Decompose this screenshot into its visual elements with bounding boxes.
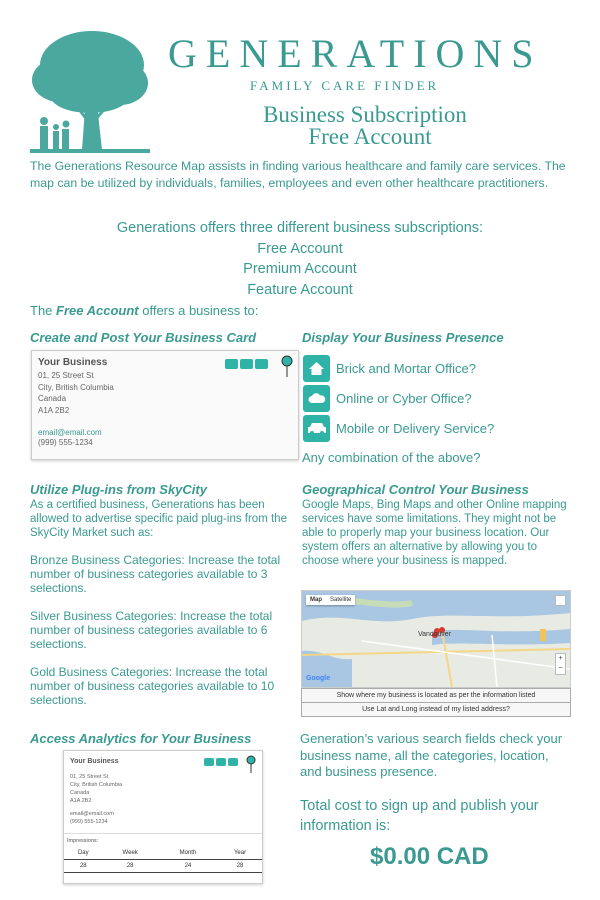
address-line: 01, 25 Street St	[70, 774, 109, 780]
table-cell: 24	[158, 860, 218, 873]
card-email: email@email.com	[38, 428, 102, 437]
presence-label: Mobile or Delivery Service?	[336, 420, 495, 436]
presence-label: Online or Cyber Office?	[336, 390, 472, 406]
presence-footer: Any combination of the above?	[302, 450, 481, 465]
brand-subtitle: FAMILY CARE FINDER	[250, 78, 440, 93]
card-business-name: Your Business	[70, 758, 119, 765]
subscriptions-list	[0, 218, 600, 300]
free-intro-suffix: offers a business to:	[138, 303, 259, 318]
page-title: Business Subscription	[263, 102, 467, 127]
card-phone: (999) 555-1234	[38, 438, 93, 447]
subscriptions-lead: Generations offers three different business subscriptions:	[116, 220, 484, 236]
page-subtitle: Free Account	[308, 124, 432, 149]
presence-list	[303, 353, 494, 443]
google-logo: Google	[306, 675, 331, 682]
analytics-card-body	[70, 758, 122, 826]
presence-option-mobile	[303, 413, 494, 443]
brand-name: GENERATIONS	[168, 31, 543, 76]
column-header: Week	[103, 847, 158, 860]
analytics-heading: Access Analytics for Your Business	[30, 731, 252, 746]
intro-paragraph: The Generations Resource Map assists in finding various healthcare and family care services. The map can be utilized by individuals, families, employees and even other healthcare practitioners.	[30, 159, 566, 190]
plugin-item-silver: Silver Business Categories: Increase the total number of business categories available to 6 selections.	[30, 609, 273, 651]
car-icon	[228, 758, 238, 766]
price: $0.00 CAD	[370, 843, 489, 870]
search-paragraph: Generation’s various search fields check your business name, all the categories, location, and business presence.	[300, 731, 563, 779]
table-cell: 28	[218, 860, 262, 873]
presence-option-online	[303, 383, 494, 413]
car-icon	[303, 415, 330, 442]
home-icon	[303, 355, 330, 382]
cloud-icon	[240, 359, 253, 369]
map-city-label: Vancouver	[418, 631, 451, 638]
analytics-card	[63, 750, 263, 884]
impressions-table	[64, 847, 262, 873]
card-presence-icons	[202, 758, 238, 776]
address-line: 01, 25 Street St	[38, 371, 94, 380]
table-cell: 28	[64, 860, 103, 873]
free-account-intro	[30, 303, 258, 318]
address-line: Canada	[38, 394, 67, 403]
cloud-icon	[216, 758, 226, 766]
plugins-body: As a certified business, Generations has been allowed to advertise specific paid plug-ins from the SkyCity Market such as:	[30, 499, 287, 539]
car-icon	[255, 359, 268, 369]
zoom-controls[interactable]: + −	[555, 653, 566, 675]
card-presence-icons	[223, 359, 268, 377]
card-address	[70, 773, 122, 805]
fullscreen-icon[interactable]	[555, 595, 566, 606]
home-icon	[204, 758, 214, 766]
tab-map[interactable]: Map	[310, 597, 322, 603]
map-type-tabs	[306, 595, 355, 605]
tab-satellite[interactable]: Satellite	[330, 597, 352, 603]
column-header: Day	[64, 847, 103, 860]
free-intro-emphasis: Free Account	[56, 303, 139, 318]
address-line: A1A 2B2	[70, 798, 92, 804]
column-header: Year	[218, 847, 262, 860]
column-header: Month	[158, 847, 218, 860]
map-canvas	[302, 591, 570, 687]
card-phone: (999) 555-1234	[70, 819, 108, 825]
impressions-label: Impressions:	[67, 838, 99, 844]
free-intro-prefix: The	[30, 303, 57, 318]
use-lat-long-button[interactable]: Use Lat and Long instead of my listed address?	[301, 702, 571, 717]
business-card-preview	[31, 350, 299, 460]
plugin-item-gold: Gold Business Categories: Increase the total number of business categories available to 10 selections.	[30, 665, 275, 707]
card-business-name: Your Business	[38, 357, 108, 368]
presence-option-brick	[303, 353, 494, 383]
card-email: email@email.com	[70, 811, 114, 817]
business-card-heading: Create and Post Your Business Card	[30, 330, 257, 345]
map-pin-icon	[281, 355, 293, 377]
table-cell: 28	[103, 860, 158, 873]
card-body	[38, 357, 114, 449]
plugin-item-bronze: Bronze Business Categories: Increase the total number of business categories available to 3 selections.	[30, 553, 281, 595]
map-pin-icon	[246, 755, 256, 773]
address-line: City, British Columbia	[70, 782, 123, 788]
map-preview	[301, 590, 571, 688]
home-icon	[225, 359, 238, 369]
subscription-item: Premium Account	[243, 261, 357, 277]
card-address	[38, 370, 114, 416]
address-line: City, British Columbia	[38, 382, 114, 392]
address-line: A1A 2B2	[38, 405, 70, 415]
cost-text: Total cost to sign up and publish your information is:	[300, 798, 539, 834]
cloud-icon	[303, 385, 330, 412]
address-line: Canada	[70, 790, 90, 796]
plugins-heading: Utilize Plug-ins from SkyCity	[30, 482, 207, 497]
show-location-button[interactable]: Show where my business is located as per the information listed	[301, 688, 571, 703]
subscription-item: Free Account	[257, 240, 343, 257]
subscription-item: Feature Account	[247, 281, 353, 298]
presence-label: Brick and Mortar Office?	[336, 360, 476, 376]
presence-heading: Display Your Business Presence	[302, 330, 504, 345]
geo-heading: Geographical Control Your Business	[302, 482, 529, 497]
geo-body: Google Maps, Bing Maps and other Online mapping services have some limitations. They might not be able to properly map your business location. Our system offers an alternative by allowing you to choose where your business is mapped.	[302, 499, 567, 567]
